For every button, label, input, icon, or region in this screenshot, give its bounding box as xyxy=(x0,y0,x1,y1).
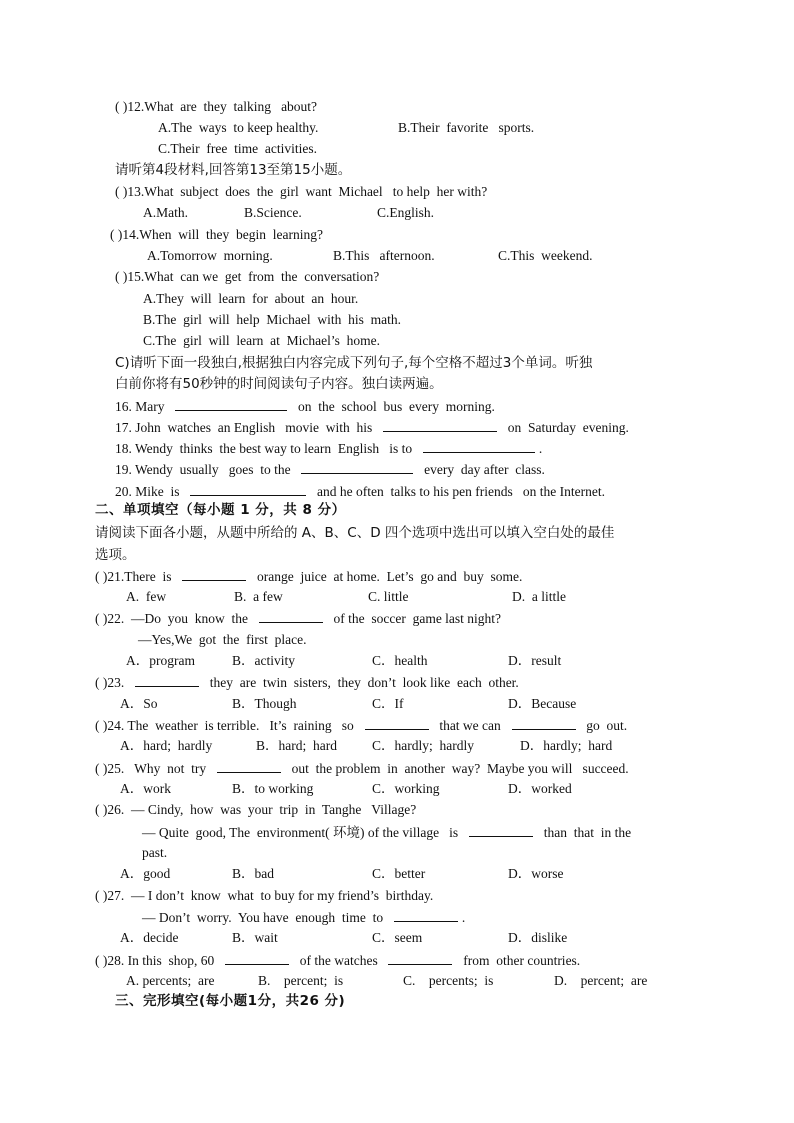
answer-blank[interactable] xyxy=(225,951,289,965)
q21-option-d: D. a little xyxy=(512,589,566,604)
q27-option-a: A．decide xyxy=(120,930,179,945)
question-13: ( )13.What subject does the girl want Michael to help her with? xyxy=(115,184,488,199)
q25-option-c: C．working xyxy=(372,781,440,796)
q22-option-d: D．result xyxy=(508,653,562,668)
part-c-instruction-1: C)请听下面一段独白,根据独白内容完成下列句子,每个空格不超过3个单词。听独 xyxy=(115,355,593,371)
answer-blank[interactable] xyxy=(383,418,497,432)
q24-option-c: C．hardly; hardly xyxy=(372,738,474,753)
q12-option-c: C.Their free time activities. xyxy=(158,141,317,156)
question-15: ( )15.What can we get from the conversation? xyxy=(115,269,380,284)
q24-option-a: A．hard; hardly xyxy=(120,738,213,753)
q23-option-c: C．If xyxy=(372,696,404,711)
q26-option-c: C．better xyxy=(372,866,426,881)
q25-option-b: B．to working xyxy=(232,781,314,796)
answer-blank[interactable] xyxy=(190,482,306,496)
q27-option-d: D．dislike xyxy=(508,930,568,945)
q26-option-a: A．good xyxy=(120,866,171,881)
q21-option-b: B. a few xyxy=(234,589,283,604)
question-19: 19. Wendy usually goes to the every day after class. xyxy=(115,462,545,477)
q27-option-c: C．seem xyxy=(372,930,423,945)
question-26: ( )26. — Cindy, how was your trip in Tanghe Village? xyxy=(95,802,417,817)
q23-option-a: A．So xyxy=(120,696,158,711)
question-23: ( )23. they are twin sisters, they don’t look like each other. xyxy=(95,675,519,690)
answer-blank[interactable] xyxy=(175,397,287,411)
q26-option-d: D．worse xyxy=(508,866,564,881)
part-c-instruction-2: 白前你将有50秒钟的时间阅读句子内容。独白读两遍。 xyxy=(115,376,443,392)
q14-option-b: B.This afternoon. xyxy=(333,248,435,263)
q12-option-a: A.The ways to keep healthy. xyxy=(158,120,319,135)
q13-option-b: B.Science. xyxy=(244,205,302,220)
answer-blank[interactable] xyxy=(365,716,429,730)
question-21: ( )21.There is orange juice at home. Let’s go and buy some. xyxy=(95,569,523,584)
question-12: ( )12.What are they talking about? xyxy=(115,99,318,114)
q23-option-d: D．Because xyxy=(508,696,577,711)
q25-option-d: D．worked xyxy=(508,781,572,796)
question-20: 20. Mike is and he often talks to his pen friends on the Internet. xyxy=(115,484,605,499)
q13-option-c: C.English. xyxy=(377,205,435,220)
q15-option-c: C.The girl will learn at Michael’s home. xyxy=(143,333,380,348)
question-16: 16. Mary on the school bus every morning. xyxy=(115,399,495,414)
answer-blank[interactable] xyxy=(217,759,281,773)
answer-blank[interactable] xyxy=(259,609,323,623)
question-17: 17. John watches an English movie with his on Saturday evening. xyxy=(115,420,629,435)
q26-option-b: B．bad xyxy=(232,866,274,881)
question-27-reply: — Don’t worry. You have enough time to . xyxy=(142,910,466,925)
q28-option-b: B. percent; is xyxy=(258,973,344,988)
question-22-reply: —Yes,We got the first place. xyxy=(138,632,307,647)
answer-blank[interactable] xyxy=(182,567,246,581)
section-2-instruction-1: 请阅读下面各小题，从题中所给的 A、B、C、D 四个选项中选出可以填入空白处的最佳 xyxy=(95,525,615,541)
section-2-heading: 二、单项填空（每小题 1 分，共 8 分） xyxy=(95,502,346,518)
q22-option-a: A．program xyxy=(126,653,195,668)
q28-option-d: D. percent; are xyxy=(554,973,648,988)
section-2-instruction-2: 选项。 xyxy=(95,547,136,563)
answer-blank[interactable] xyxy=(135,673,199,687)
question-25: ( )25. Why not try out the problem in another way? Maybe you will succeed. xyxy=(95,761,629,776)
q22-option-c: C．health xyxy=(372,653,428,668)
answer-blank[interactable] xyxy=(469,823,533,837)
q24-option-b: B．hard; hard xyxy=(256,738,337,753)
q15-option-b: B.The girl will help Michael with his math. xyxy=(143,312,401,327)
question-26-reply: — Quite good, The environment( 环境) of the village is than that in the xyxy=(142,825,632,840)
answer-blank[interactable] xyxy=(388,951,452,965)
q21-option-a: A. few xyxy=(126,589,167,604)
q21-option-c: C. little xyxy=(368,589,409,604)
section-instruction-4: 请听第4段材料,回答第13至第15小题。 xyxy=(115,162,352,178)
answer-blank[interactable] xyxy=(301,460,413,474)
q28-option-a: A. percents; are xyxy=(126,973,215,988)
q15-option-a: A.They will learn for about an hour. xyxy=(143,291,359,306)
q22-option-b: B．activity xyxy=(232,653,295,668)
q13-option-a: A.Math. xyxy=(143,205,188,220)
q14-option-a: A.Tomorrow morning. xyxy=(147,248,273,263)
question-22: ( )22. —Do you know the of the soccer game last night? xyxy=(95,611,502,626)
question-24: ( )24. The weather is terrible. It’s raining so that we can go out. xyxy=(95,718,628,733)
question-27: ( )27. — I don’t know what to buy for my friend’s birthday. xyxy=(95,888,434,903)
q27-option-b: B．wait xyxy=(232,930,278,945)
q23-option-b: B．Though xyxy=(232,696,297,711)
question-14: ( )14.When will they begin learning? xyxy=(110,227,323,242)
question-28: ( )28. In this shop, 60 of the watches from other countries. xyxy=(95,953,581,968)
q28-option-c: C. percents; is xyxy=(403,973,494,988)
question-26-reply-cont: past. xyxy=(142,845,168,860)
q12-option-b: B.Their favorite sports. xyxy=(398,120,535,135)
section-3-heading: 三、完形填空(每小题1分，共26 分) xyxy=(115,993,346,1009)
q24-option-d: D．hardly; hard xyxy=(520,738,613,753)
answer-blank[interactable] xyxy=(512,716,576,730)
question-18: 18. Wendy thinks the best way to learn English is to . xyxy=(115,441,543,456)
q14-option-c: C.This weekend. xyxy=(498,248,593,263)
answer-blank[interactable] xyxy=(394,908,458,922)
q25-option-a: A．work xyxy=(120,781,171,796)
answer-blank[interactable] xyxy=(423,439,535,453)
